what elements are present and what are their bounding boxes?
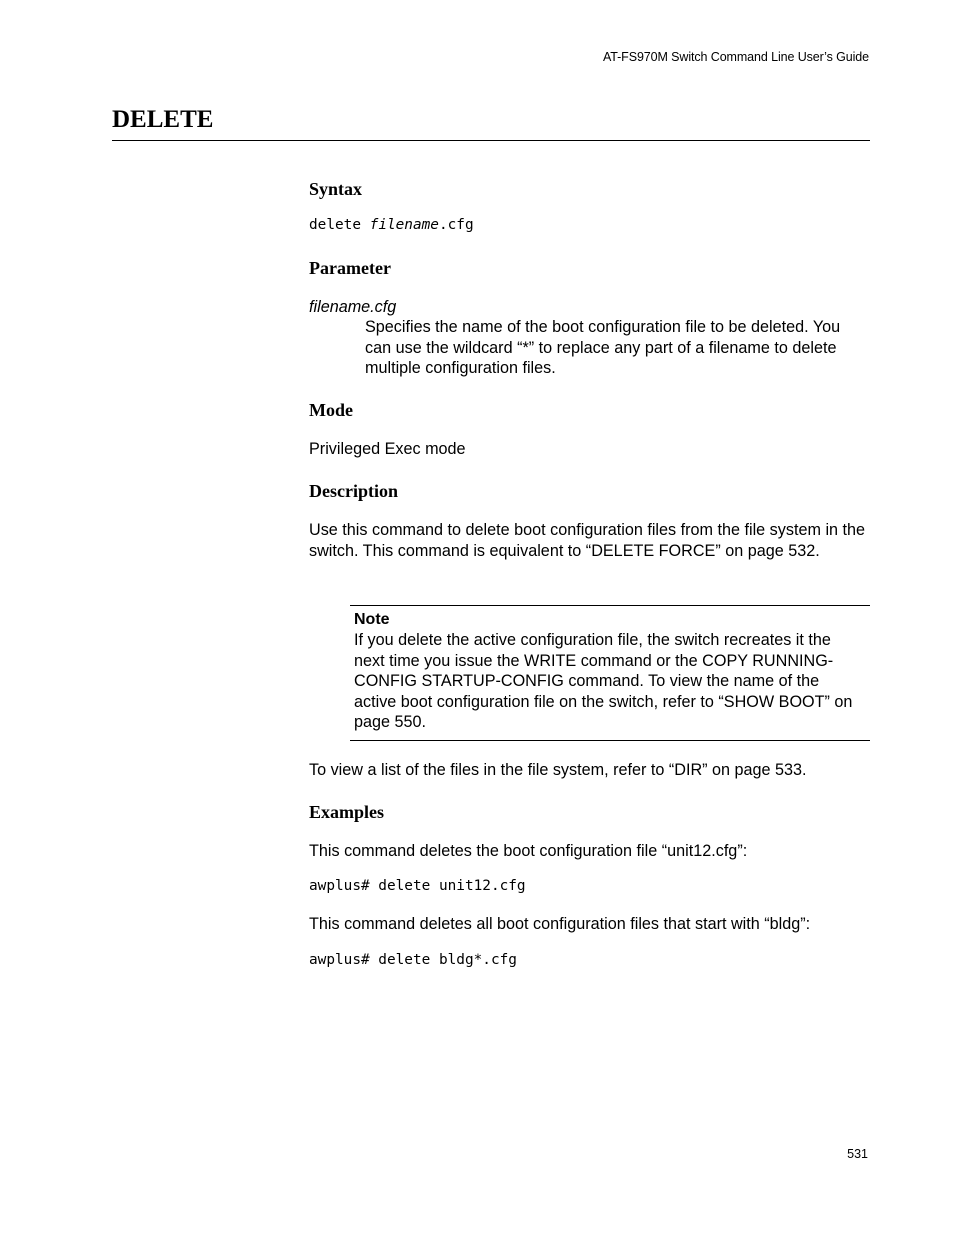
description-heading: Description bbox=[309, 481, 398, 501]
syntax-heading: Syntax bbox=[309, 179, 363, 199]
running-header: AT-FS970M Switch Command Line User’s Guide bbox=[602, 50, 869, 64]
page-number: 531 bbox=[847, 1147, 868, 1161]
parameter-name: filename.cfg bbox=[309, 298, 397, 316]
syntax-suffix: .cfg bbox=[438, 217, 474, 233]
note-box bbox=[350, 605, 870, 741]
note-label: Note bbox=[354, 611, 390, 628]
example-1-code: awplus# delete unit12.cfg bbox=[309, 878, 526, 894]
note-text: If you delete the active configuration file, the switch recreates it the next time you issue the WRITE command or the COPY RUNNING-CONFIG STARTUP-CONFIG command. To view the name of the active boot configuration file on the switch, refer to “SHOW BOOT” on page 550. bbox=[354, 631, 853, 731]
parameter-heading: Parameter bbox=[309, 258, 391, 278]
after-note-text: To view a list of the files in the file system, refer to “DIR” on page 533. bbox=[309, 761, 807, 779]
syntax-argument: filename bbox=[369, 217, 439, 233]
examples-heading: Examples bbox=[309, 802, 385, 822]
title-rule bbox=[112, 140, 870, 141]
mode-heading: Mode bbox=[309, 400, 353, 420]
example-2-code: awplus# delete bldg*.cfg bbox=[309, 952, 517, 968]
description-text: Use this command to delete boot configuration files from the file system in the switch. This command is equivalent to “DELETE FORCE” on page 532. bbox=[309, 521, 866, 560]
page-title: DELETE bbox=[112, 106, 214, 133]
example-2-text: This command deletes all boot configuration files that start with “bldg”: bbox=[309, 915, 811, 933]
mode-text: Privileged Exec mode bbox=[309, 440, 466, 458]
parameter-description: Specifies the name of the boot configuration file to be deleted. You can use the wildcard “*” to replace any part of a filename to delete multiple configuration files. bbox=[365, 318, 841, 377]
syntax-command: delete bbox=[309, 217, 370, 233]
example-1-text: This command deletes the boot configuration file “unit12.cfg”: bbox=[309, 842, 748, 860]
syntax-code bbox=[309, 217, 474, 233]
